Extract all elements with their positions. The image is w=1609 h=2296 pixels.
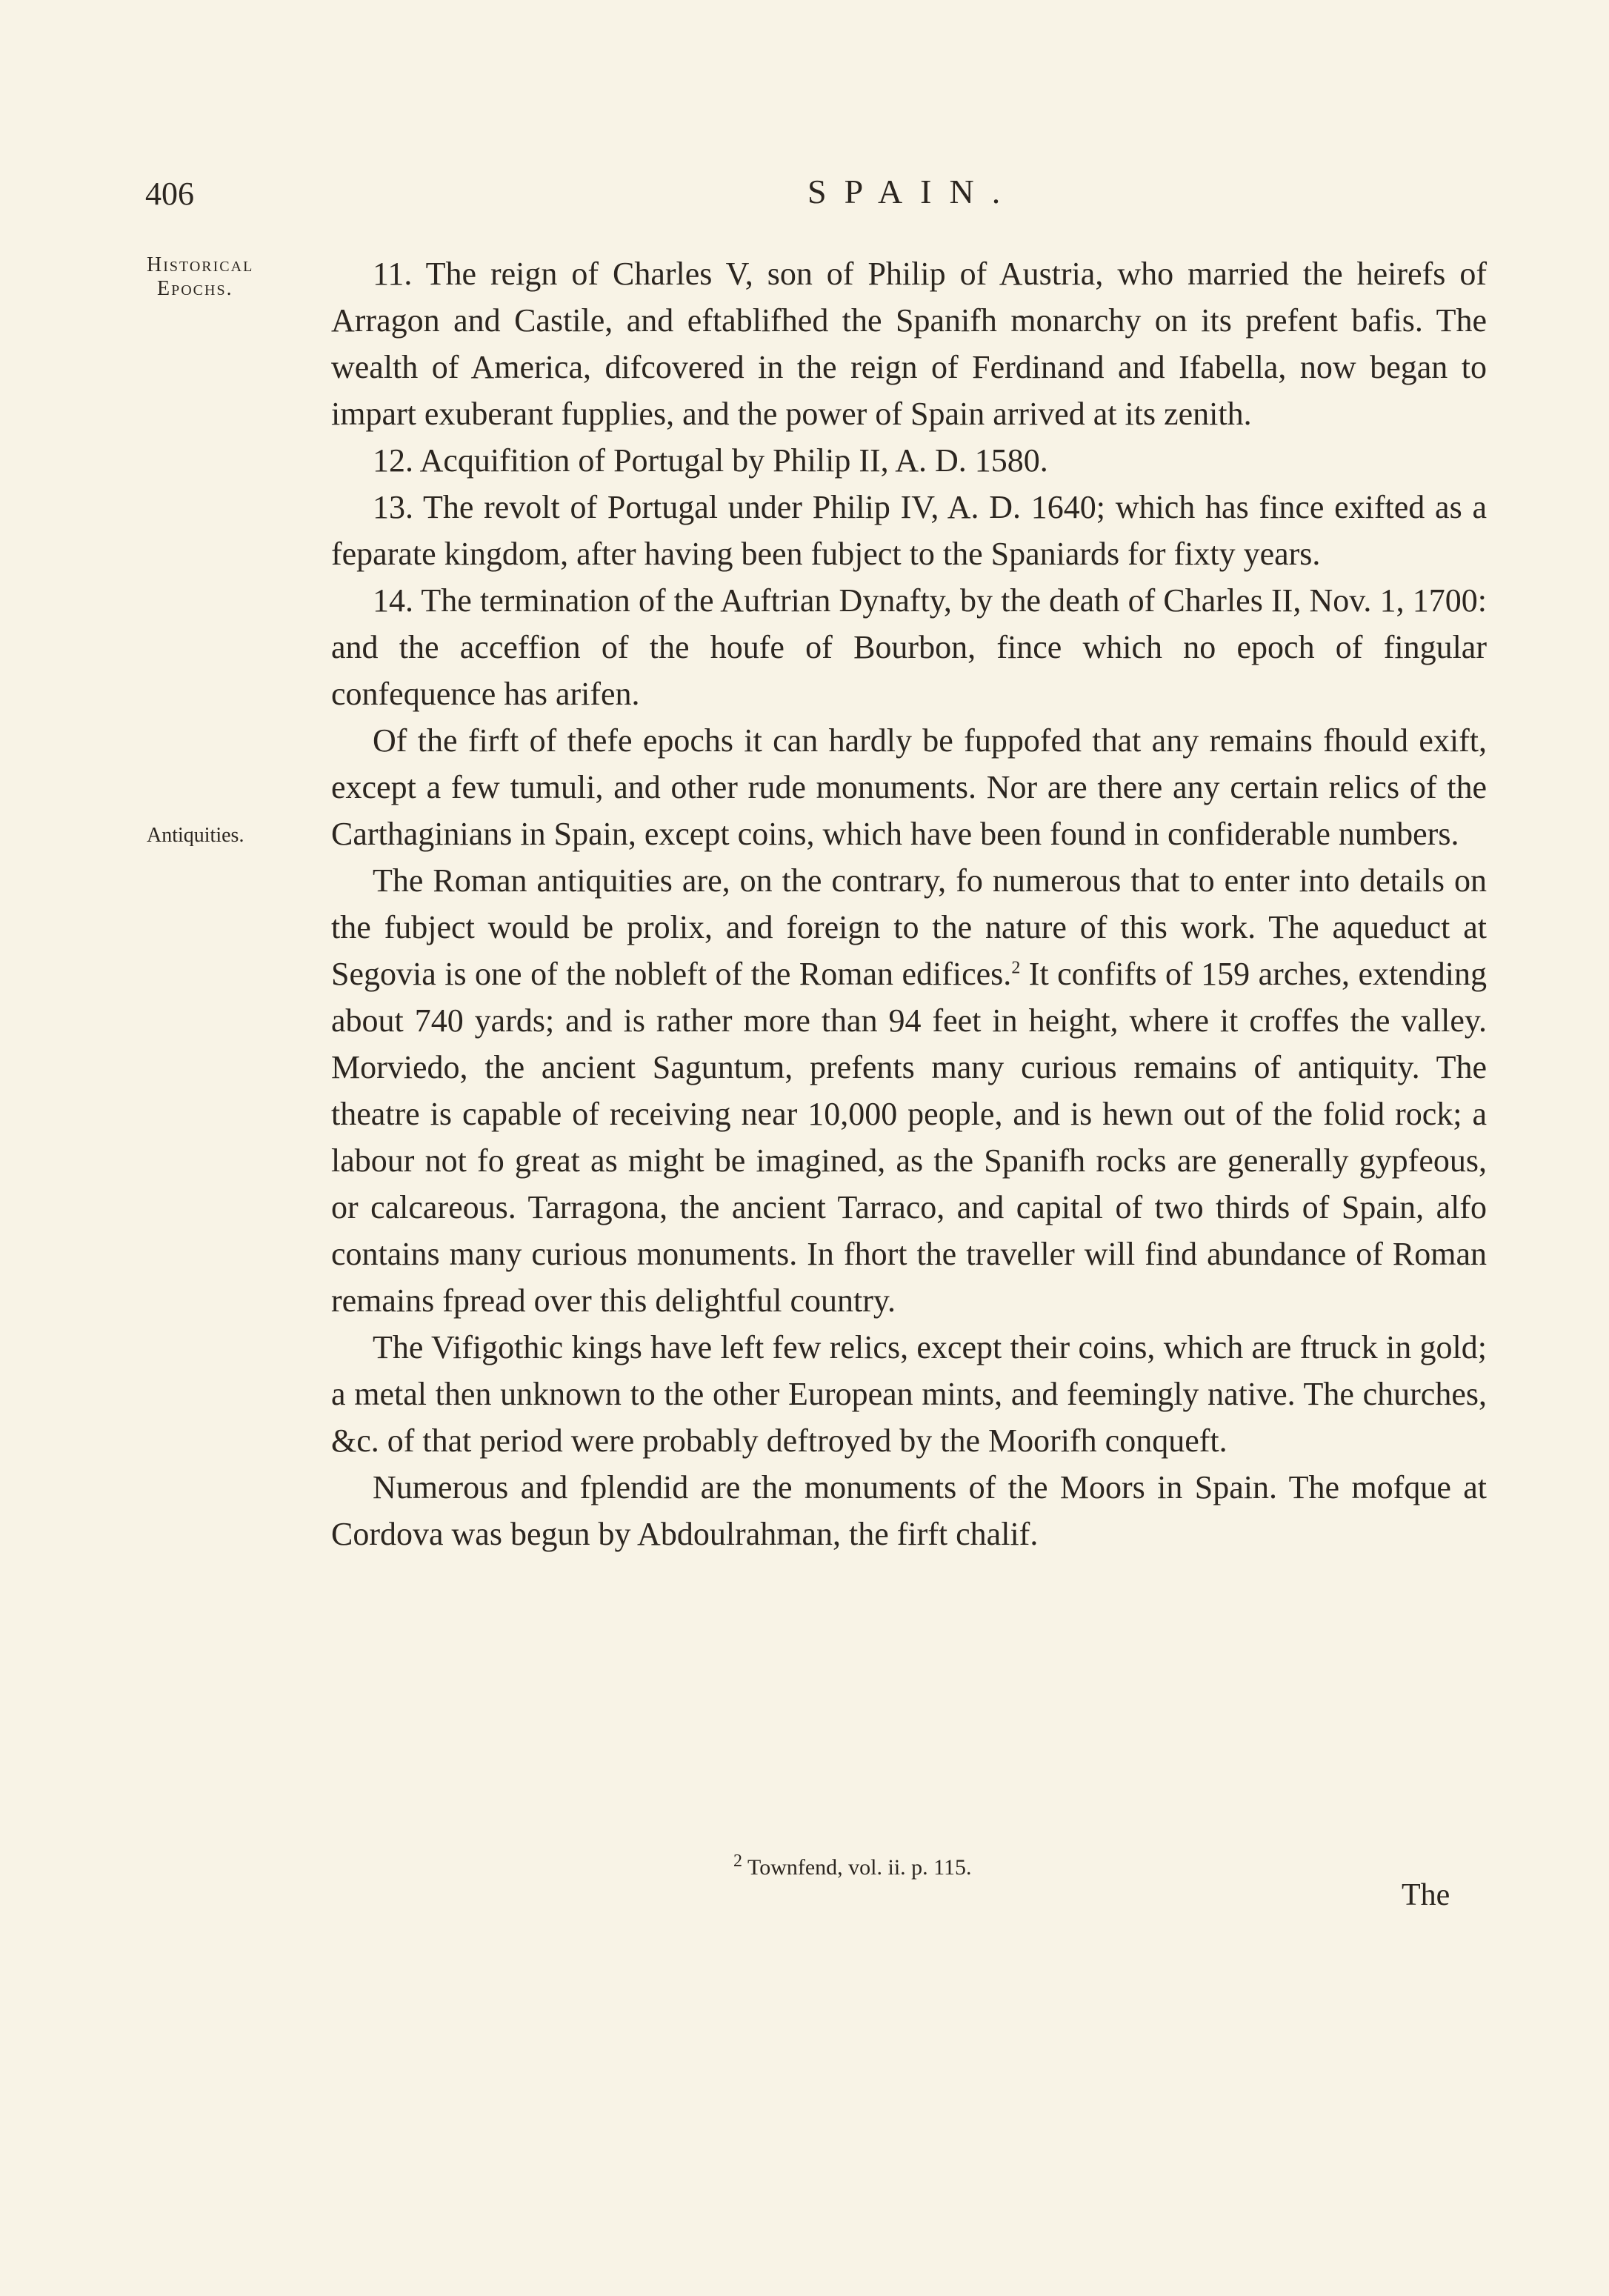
footnote-ref-marker: 2 (733, 1851, 742, 1871)
paragraph-roman-antiquities (331, 857, 1487, 1324)
paragraph-visigothic: The Vifigothic kings have left few relics, except their coins, which are ftruck in gold; a metal then unknown to the other European mints, and feemingly native. The churches, &c. of that period were probably deftroyed by the Moorifh conqueft. (331, 1329, 1487, 1459)
paragraph-antiquities-intro: Of the firft of thefe epochs it can hardly be fuppofed that any remains fhould exift, except a few tumuli, and other rude monuments. Nor are there any certain relics of the Carthaginians in Spain, except coins, which have been found in confiderable numbers. (331, 722, 1487, 852)
catchword: The (1402, 1878, 1450, 1912)
footnote-marker: 2 (1011, 958, 1021, 978)
page-number: 406 (145, 176, 194, 212)
roman-text-start: The Roman antiquities are, on the contrary, fo numerous that to enter into details on the fubject would be prolix, and foreign to the nature of this work. The aqueduct at Segovia is one of the nobleft of the Roman edifices. (331, 862, 1487, 992)
paragraph-epoch-13: 13. The revolt of Portugal under Philip IV, A. D. 1640; which has fince exifted as a feparate kingdom, after having been fubject to the Spaniards for fixty years. (331, 489, 1487, 572)
footnote (733, 1851, 972, 1880)
footnote-text: Townfend, vol. ii. p. 115. (747, 1855, 972, 1880)
margin-note-line: Historical (147, 253, 254, 276)
paragraph-epoch-12: 12. Acquifition of Portugal by Philip II, A. D. 1580. (373, 442, 1048, 479)
roman-text-continuation: It confifts of 159 arches, extending about 740 yards; and is rather more than 94 feet in height, where it croffes the valley. Morviedo, the ancient Saguntum, prefents many curious remains of antiquity. The theatre is capable of receiving near 10,000 people, and is hewn out of the folid rock; a labour not fo great as might be imagined, as the Spanifh rocks are generally gypfeous, or calcareous. Tarragona, the ancient Tarraco, and capital of two thirds of Spain, alfo contains many curious monuments. In fhort the traveller will find abundance of Roman remains fpread over this delightful country. (331, 956, 1487, 1319)
margin-note-antiquities: Antiquities. (147, 824, 244, 847)
body-text (331, 250, 1487, 1557)
paragraph-moors: Numerous and fplendid are the monuments of the Moors in Spain. The mofque at Cordova was begun by Abdoulrahman, the firft chalif. (331, 1469, 1487, 1552)
margin-note-line: Epochs. (157, 277, 233, 300)
running-head: SPAIN. (807, 173, 1019, 210)
paragraph-epoch-11: 11. The reign of Charles V, son of Philip of Austria, who married the heirefs of Arragon and Castile, and eftablifhed the Spanifh monarchy on its prefent bafis. The wealth of America, difcovered in the reign of Ferdinand and Ifabella, now began to impart exuberant fupplies, and the power of Spain arrived at its zenith. (331, 256, 1487, 432)
paragraph-epoch-14: 14. The termination of the Auftrian Dynafty, by the death of Charles II, Nov. 1, 1700: and the acceffion of the houfe of Bourbon, fince which no epoch of fingular confequence has arifen. (331, 582, 1487, 712)
margin-note-historical-epochs (147, 253, 324, 301)
